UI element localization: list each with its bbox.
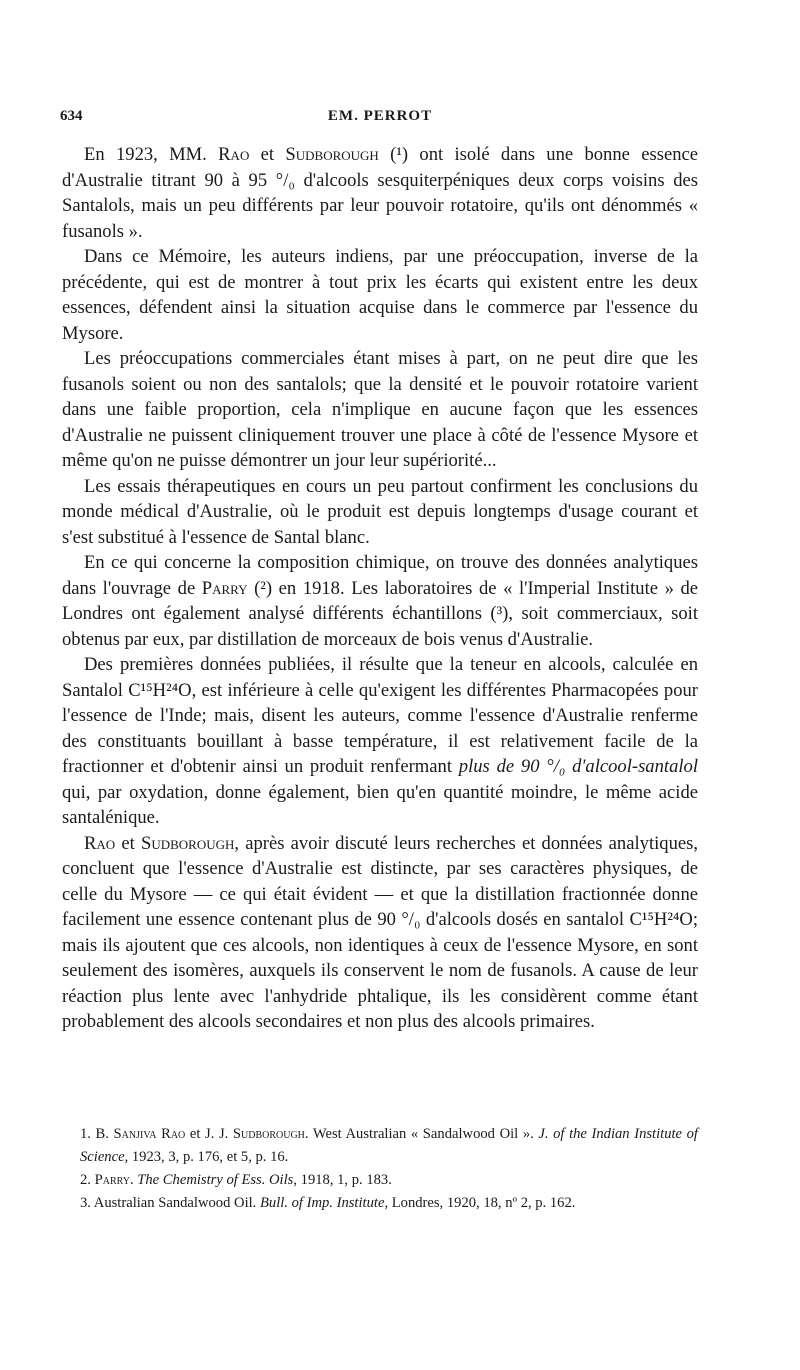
text-run: , après avoir discuté leurs recherches et données analytiques, concluent que l'essence d'Australie est distincte, par ses caractères physiques, de celle du Mysore — ce qui était évident — et que la distillation fractionnée donne facilement une essence contenant plus de 90 °/₀ d'alcools dosés en santalol C¹⁵H²⁴O; mais ils ajoutent que ces alcools, non identiques à ceux de l'essence Mysore, en sont seulement des isomères, auxquels ils conservent le nom de fusanols. A cause de leur réaction plus lente avec l'anhydride phtalique, ils les considèrent comme étant probablement des alcools secondaires et non plus des alcools primaires. (62, 832, 699, 1032)
page-header (60, 108, 700, 128)
author-name: Rao (84, 832, 116, 854)
text-run: , Londres, 1920, 18, nº 2, p. 162. (384, 1195, 576, 1211)
text-run: B. (90, 1126, 114, 1142)
text-run: qui, par oxydation, donne également, bien qu'en quantité moindre, le même acide santalénique. (62, 781, 698, 828)
footnote-number: 3. (80, 1195, 91, 1211)
text-run: et (115, 832, 141, 854)
footnote-number: 2. (80, 1172, 91, 1188)
text-run: (¹) ont isolé dans une bonne essence d'Australie titrant 90 à 95 °/₀ d'alcools sesquiterpéniques deux corps voisins des Santalols, mais un peu différents par leur pouvoir rotatoire, qu'ils ont dénommés « fusanols ». (62, 144, 699, 242)
text-run: Des premières données publiées, il résulte que la teneur en alcools, calculée en Santalol C¹⁵H²⁴O, est inférieure à celle qu'exigent les différentes Pharmacopées pour l'essence de l'Inde; mais, disent les auteurs, comme l'essence d'Australie renferme des constituants bouillant à basse température, il est relativement facile de la fractionner et d'obtenir ainsi un produit renfermant (62, 654, 698, 777)
page-number: 634 (60, 108, 83, 124)
text-run: et J. J. (185, 1126, 233, 1142)
paragraph-5 (62, 550, 698, 652)
text-run: . (129, 1172, 138, 1188)
footnote-3 (62, 1192, 698, 1215)
footnote-2 (62, 1169, 698, 1192)
footnote-number: 1. (80, 1126, 91, 1142)
text-run: En ce qui concerne la composition chimique, on trouve des données analytiques dans l'ouvrage de (62, 552, 698, 599)
footnote-1 (62, 1123, 698, 1169)
paragraph-3: Les préoccupations commerciales étant mises à part, on ne peut dire que les fusanols soient ou non des santalols; que la densité et le pouvoir rotatoire varient dans une faible proportion, cela n'implique en aucune façon que les essences d'Australie ne puissent cliniquement trouver une place à côté de l'essence Mysore et même qu'on ne puisse démontrer un jour leur supériorité... (62, 348, 698, 471)
italic-phrase: plus de 90 °/₀ d'alcool-santalol (458, 756, 698, 777)
text-run: , 1923, 3, p. 176, et 5, p. 16. (124, 1149, 289, 1165)
journal-title: J. of the Indian Institute of Science (80, 1126, 698, 1165)
paragraph-1 (62, 142, 698, 244)
author-name: Sanjiva Rao (113, 1126, 186, 1142)
text-run: En 1923, MM. (84, 144, 219, 165)
text-run: Australian Sandalwood Oil. (90, 1195, 260, 1211)
paragraph-4: Les essais thérapeutiques en cours un peu partout confirment les conclusions du monde médical d'Australie, où le produit est depuis longtemps d'usage courant et s'est substitué à l'essence de Santal blanc. (62, 475, 698, 548)
paragraph-6 (62, 652, 698, 831)
text-run: (²) en 1918. Les laboratoires de « l'Imperial Institute » de Londres ont également analysé différents échantillons (³), soit commerciaux, soit obtenus par eux, par distillation de morceaux de bois venus d'Australie. (62, 577, 699, 650)
footnotes (62, 1123, 698, 1215)
author-name: Sudborough (141, 832, 235, 854)
author-name: Sudborough (285, 144, 379, 165)
text-run: , 1918, 1, p. 183. (293, 1172, 392, 1188)
author-name: Parry (201, 577, 248, 599)
paragraph-2: Dans ce Mémoire, les auteurs indiens, par une préoccupation, inverse de la précédente, qui est de montrer à tout prix les écarts qui existent entre les deux essences, défendent ainsi la situation acquise dans le commerce par l'essence du Mysore. (62, 246, 698, 344)
book-title: The Chemistry of Ess. Oils (137, 1172, 294, 1188)
body-text (62, 142, 698, 1035)
text-run: . West Australian « Sandalwood Oil ». (304, 1126, 539, 1142)
text-run: et (249, 144, 286, 165)
journal-title: Bull. of Imp. Institute (259, 1195, 385, 1211)
running-head: EM. PERROT (327, 108, 433, 124)
author-name: Sudborough (232, 1126, 305, 1142)
author-name: Rao (218, 144, 250, 165)
paragraph-7 (62, 831, 698, 1035)
author-name: Parry (94, 1172, 130, 1188)
